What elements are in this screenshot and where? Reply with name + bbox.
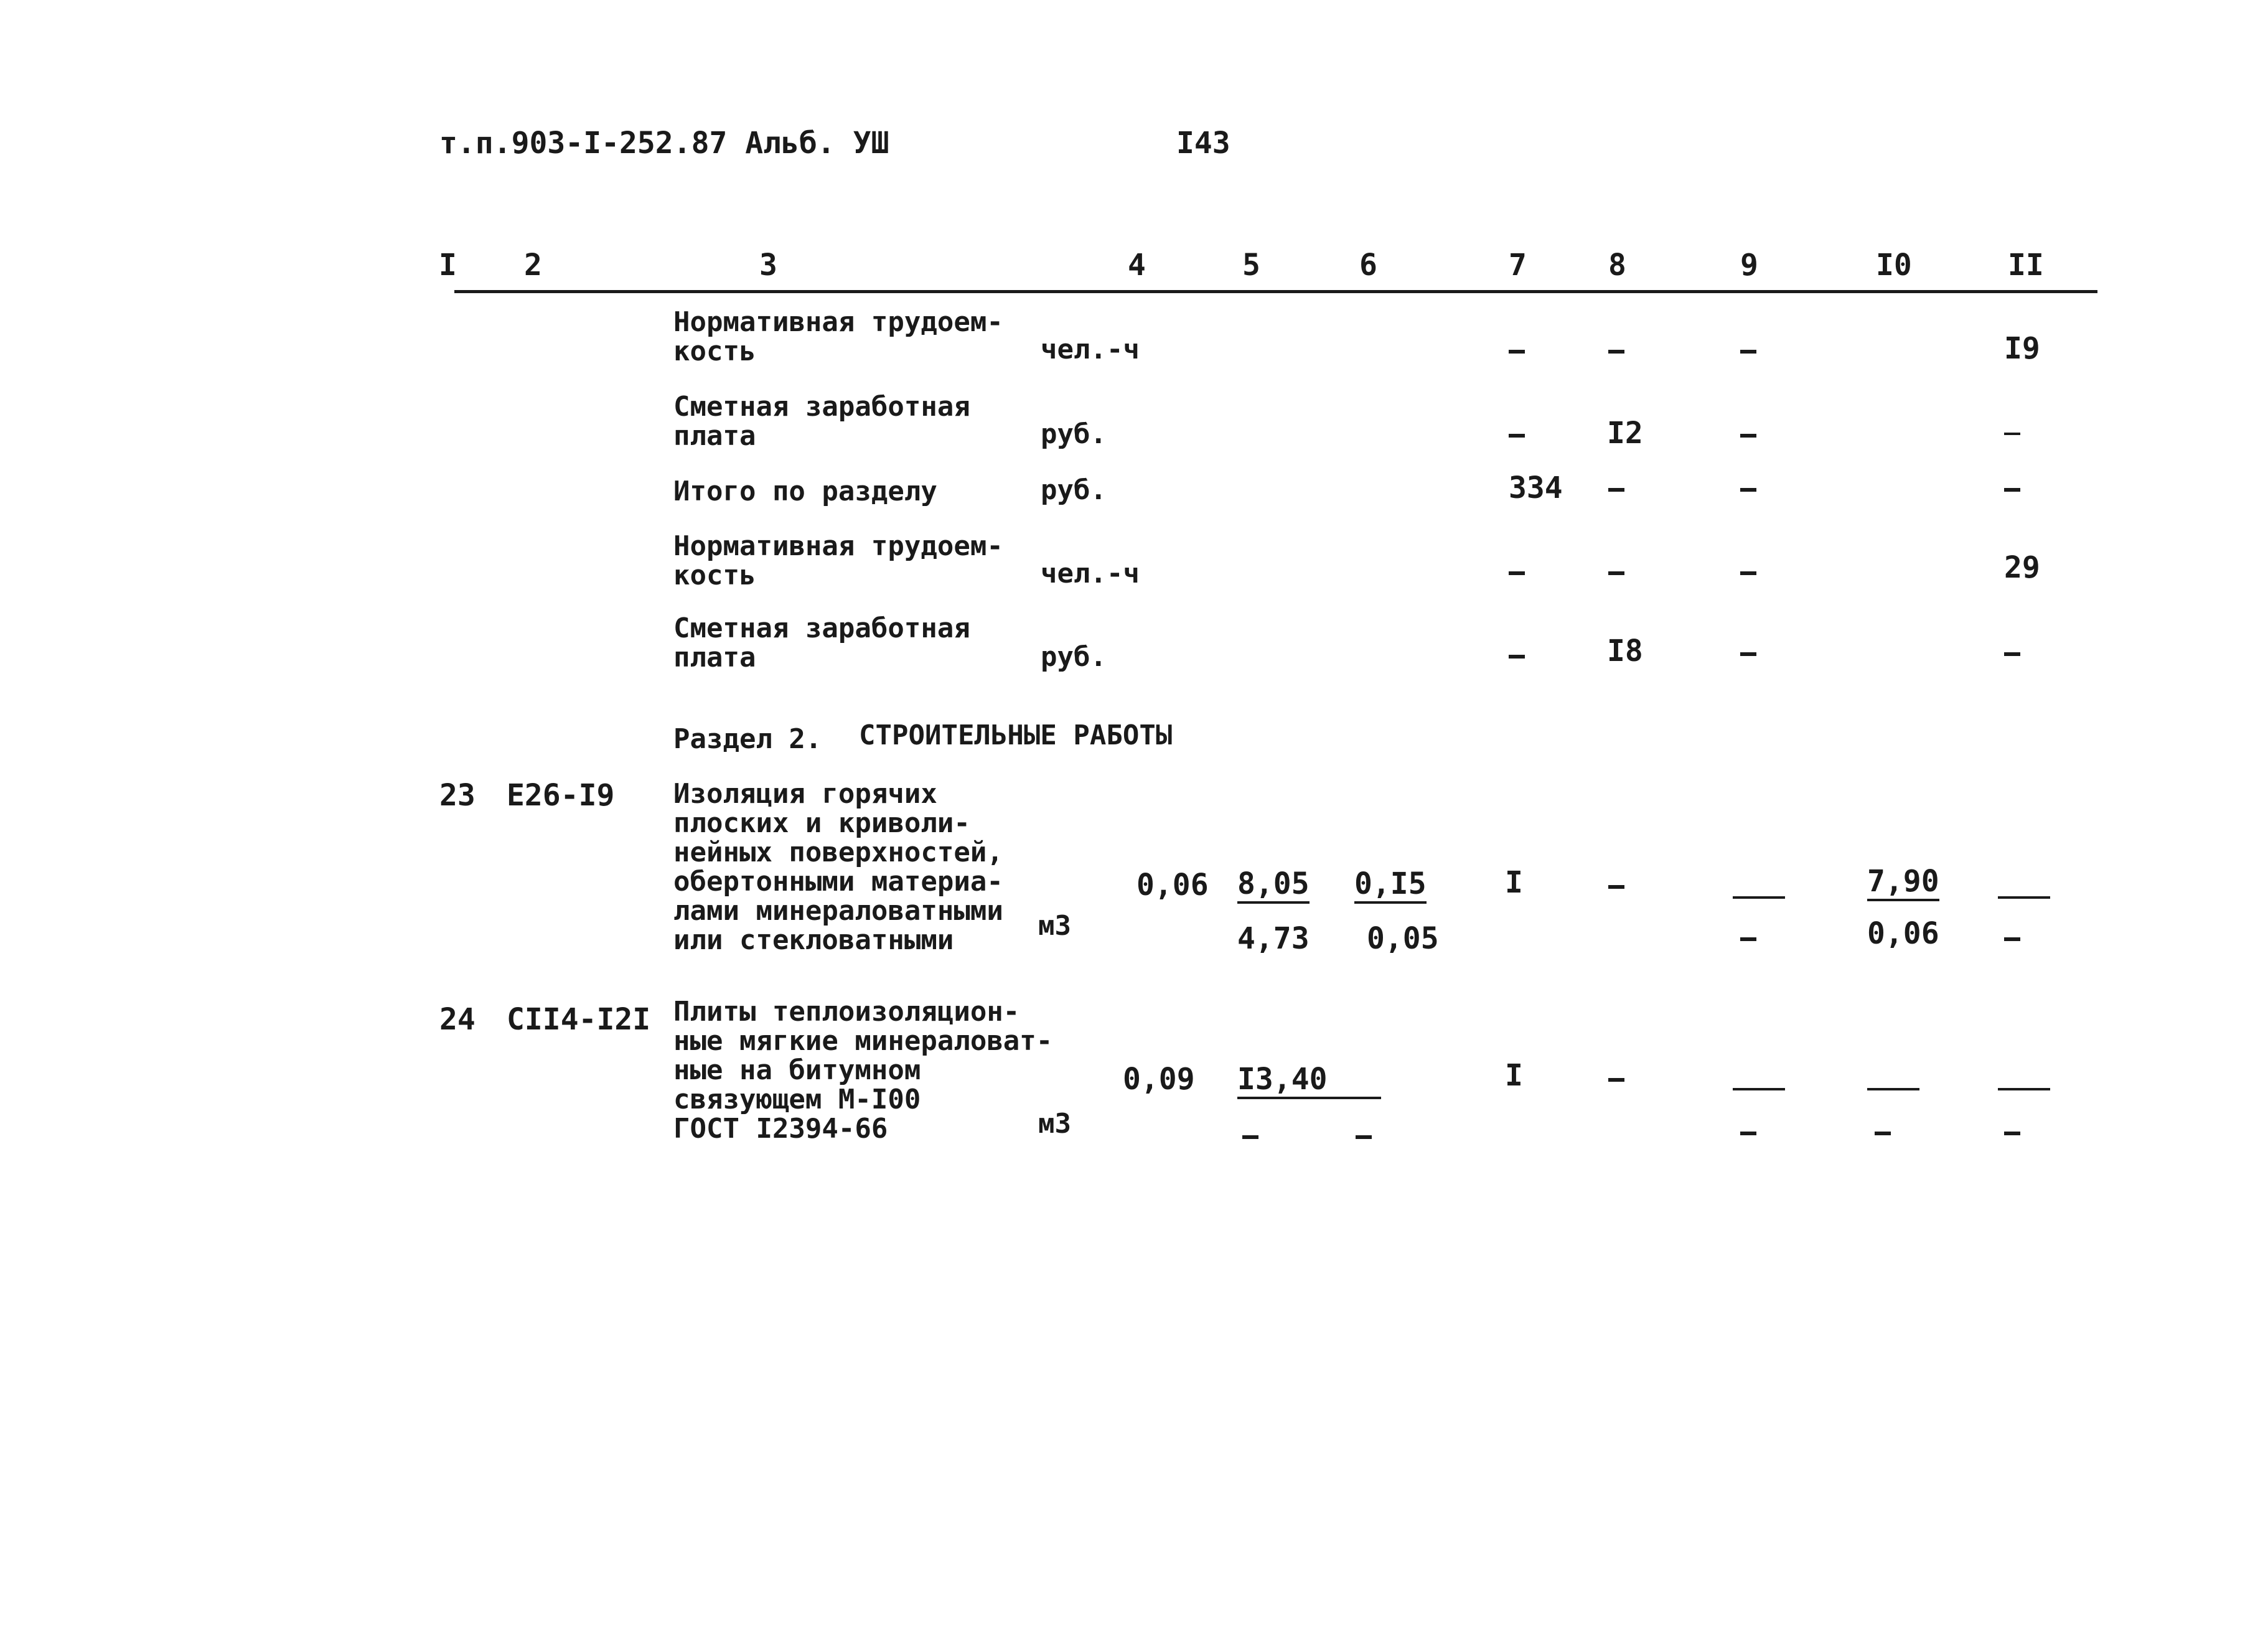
page-number: I43	[1176, 126, 1230, 161]
summary-row-3-col8-dash	[1608, 488, 1624, 492]
item-24-col4: 0,09	[1123, 1062, 1195, 1097]
item-24-number: 24	[439, 1002, 476, 1037]
column-header-10: I0	[1876, 248, 1912, 283]
summary-row-2-col8: I2	[1607, 416, 1643, 451]
column-header-3: 3	[759, 248, 777, 283]
item-23-col11-top-dash	[1998, 896, 2050, 899]
summary-row-1-col7-dash	[1509, 350, 1525, 354]
summary-row-2-col7-dash	[1509, 434, 1525, 438]
section-label: Раздел 2.	[673, 723, 822, 755]
item-24-description: Плиты теплоизоляцион- ные мягкие минераловат- ные на битумном связующем М-I00 ГОСТ I2394-66	[673, 996, 1053, 1145]
summary-row-1-col9-dash	[1740, 350, 1756, 354]
summary-row-5-col8: I8	[1607, 634, 1643, 668]
summary-row-5-unit: руб.	[1041, 641, 1107, 673]
summary-row-3-col9-dash	[1740, 488, 1756, 492]
document-reference: т.п.903-I-252.87 Альб. УШ	[439, 126, 889, 161]
summary-row-2-col9-dash	[1740, 434, 1756, 438]
summary-row-4-description: Нормативная трудоем- кость	[673, 530, 1003, 591]
item-23-col8-dash	[1608, 885, 1624, 889]
summary-row-5-col7-dash	[1509, 655, 1525, 659]
item-23-unit: м3	[1038, 910, 1071, 942]
item-24-col7: I	[1505, 1058, 1523, 1093]
summary-row-2-col11-dash	[2004, 433, 2020, 435]
column-header-11: II	[2008, 248, 2044, 283]
summary-row-4-col9-dash	[1740, 571, 1756, 575]
summary-row-4-col7-dash	[1509, 571, 1525, 575]
summary-row-5-col11-dash	[2004, 652, 2020, 656]
summary-row-4-col8-dash	[1608, 571, 1624, 575]
item-24-col9-top-dash	[1733, 1088, 1785, 1090]
item-23-col5-bottom: 4,73	[1237, 921, 1310, 956]
column-header-7: 7	[1509, 248, 1527, 283]
column-header-1: I	[439, 248, 457, 283]
item-23-col11-bottom-dash	[2004, 937, 2020, 941]
column-header-6: 6	[1359, 248, 1377, 283]
summary-row-3-description: Итого по разделу	[673, 476, 937, 507]
item-24-unit: м3	[1038, 1108, 1071, 1140]
item-23-col9-bottom-dash	[1740, 937, 1756, 941]
item-23-col10-top: 7,90	[1867, 866, 1939, 901]
column-header-9: 9	[1740, 248, 1758, 283]
item-23-col6-bottom: 0,05	[1367, 921, 1439, 956]
column-header-2: 2	[524, 248, 542, 283]
item-24-col11-bottom-dash	[2004, 1132, 2020, 1135]
summary-row-1-description: Нормативная трудоем- кость	[673, 306, 1003, 367]
item-24-col10-top-dash	[1867, 1088, 1919, 1090]
header-rule	[454, 290, 2097, 293]
summary-row-1-col11: I9	[2004, 331, 2040, 366]
column-header-4: 4	[1128, 248, 1146, 283]
item-24-col8-dash	[1608, 1078, 1624, 1082]
item-24-col5-bottom-dash	[1242, 1135, 1258, 1139]
summary-row-5-col9-dash	[1740, 652, 1756, 656]
item-23-col5-top: 8,05	[1237, 869, 1310, 904]
column-header-5: 5	[1242, 248, 1260, 283]
summary-row-2-unit: руб.	[1041, 418, 1107, 450]
summary-row-4-col11: 29	[2004, 550, 2040, 585]
column-header-8: 8	[1608, 248, 1626, 283]
item-23-code: Е26-I9	[507, 778, 615, 813]
summary-row-1-unit: чел.-ч	[1041, 334, 1140, 365]
item-23-col9-top-dash	[1733, 896, 1785, 899]
summary-row-2-description: Сметная заработная плата	[673, 391, 970, 452]
item-24-col10-bottom-dash	[1875, 1132, 1891, 1135]
item-23-number: 23	[439, 778, 476, 813]
summary-row-3-unit: руб.	[1041, 474, 1107, 506]
item-23-description: Изоляция горячих плоских и криволи- нейных поверхностей, обертонными материа- лами минераловатными или стекловатными	[673, 778, 1003, 956]
section-title: СТРОИТЕЛЬНЫЕ РАБОТЫ	[859, 720, 1173, 751]
summary-row-3-col11-dash	[2004, 488, 2020, 492]
item-24-col9-bottom-dash	[1740, 1132, 1756, 1135]
item-24-code: СII4-I2I	[507, 1002, 651, 1037]
item-24-col5-top: I3,40	[1237, 1064, 1381, 1099]
item-23-col7: I	[1505, 865, 1523, 900]
summary-row-3-col7: 334	[1509, 471, 1563, 505]
item-24-col6-bottom-dash	[1356, 1135, 1372, 1139]
item-23-col10-bottom: 0,06	[1867, 916, 1939, 951]
summary-row-4-unit: чел.-ч	[1041, 558, 1140, 589]
item-23-col4: 0,06	[1136, 868, 1209, 902]
summary-row-5-description: Сметная заработная плата	[673, 612, 970, 673]
summary-row-1-col8-dash	[1608, 350, 1624, 354]
item-24-col11-top-dash	[1998, 1088, 2050, 1090]
item-23-col6-top: 0,I5	[1354, 869, 1427, 904]
